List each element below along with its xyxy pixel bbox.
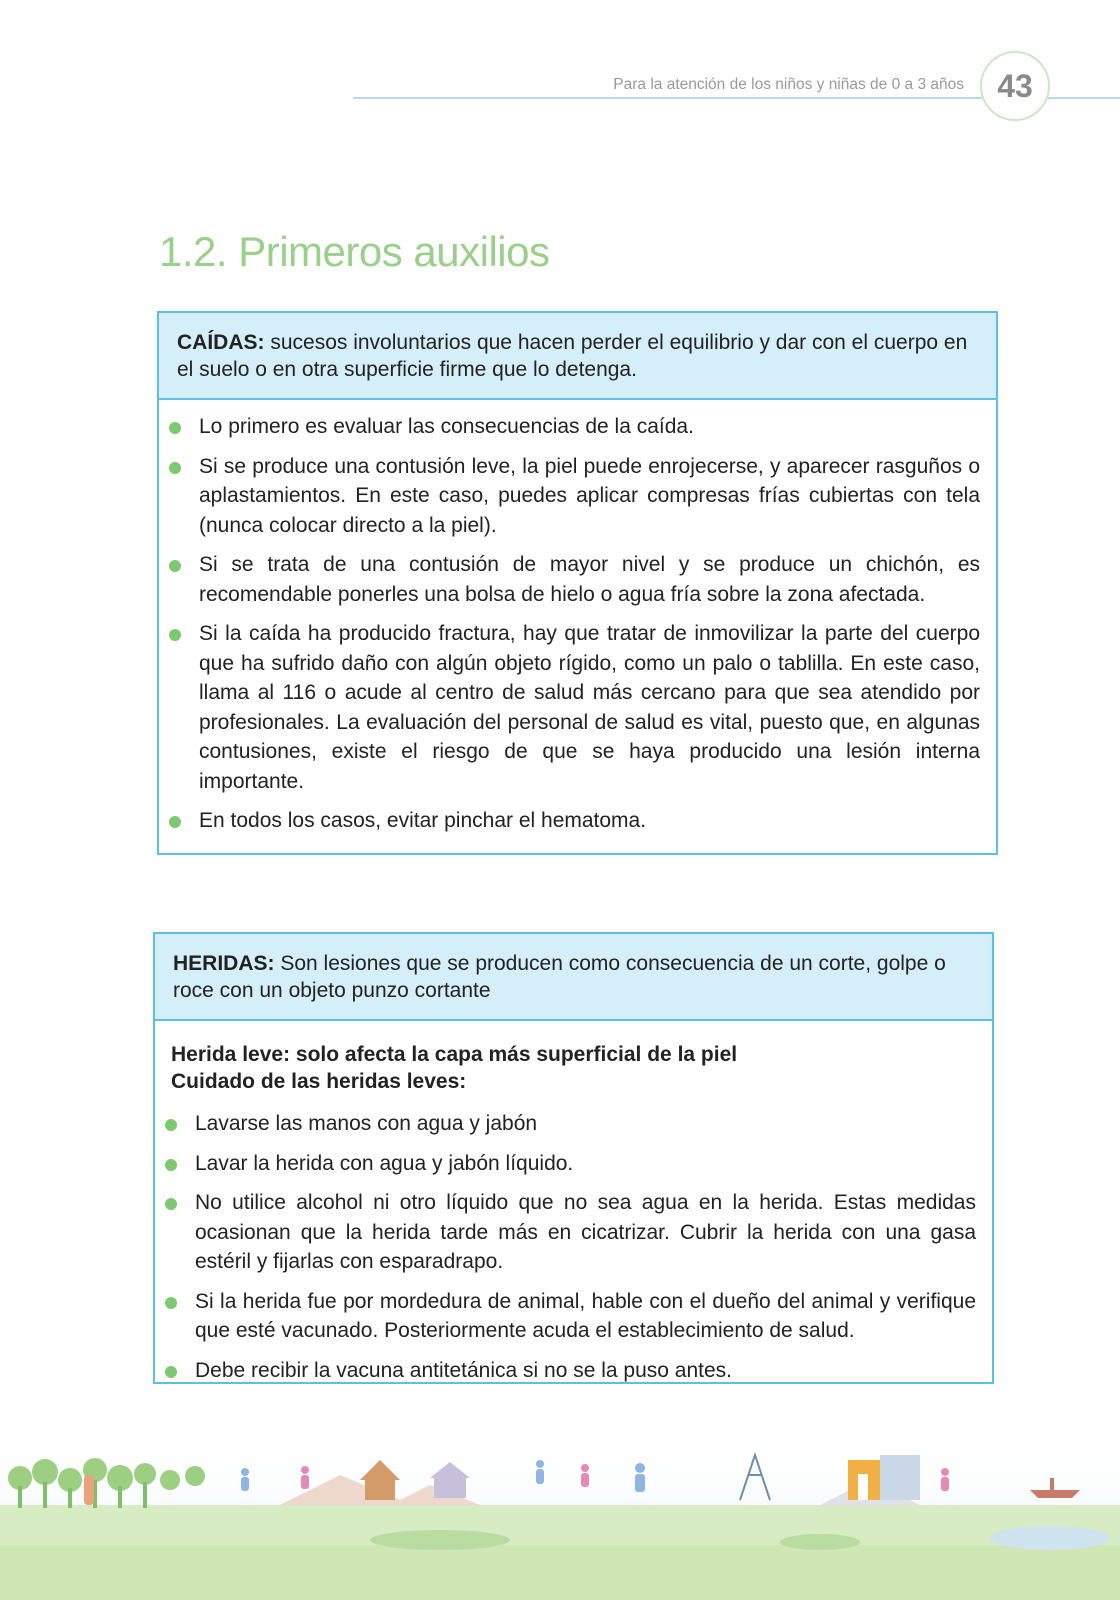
bullet-icon <box>169 816 181 828</box>
caidas-definition <box>159 313 996 400</box>
list-item-text: Lo primero es evaluar las consecuencias de la caída. <box>199 415 694 438</box>
list-item <box>169 452 980 541</box>
heridas-box <box>153 932 994 1384</box>
list-item <box>169 619 980 796</box>
bullet-icon <box>165 1119 177 1131</box>
heridas-body <box>155 1021 992 1405</box>
list-item <box>169 412 980 442</box>
list-item-text: No utilice alcohol ni otro líquido que no sea agua en la herida. Estas medidas ocasionan que la herida tarde más en cicatrizar. Cubrir la herida con una gasa estéril y fijarlas con esparadrapo. <box>195 1191 976 1273</box>
section-title: 1.2. Primeros auxilios <box>159 228 550 276</box>
bullet-icon <box>165 1198 177 1210</box>
list-item-text: Si se produce una contusión leve, la piel puede enrojecerse, y aparecer rasguños o aplastamientos. En este caso, puedes aplicar compresas frías cubiertas con tela (nunca colocar directo a la piel). <box>199 454 980 537</box>
running-title: Para la atención de los niños y niñas de 0 a 3 años <box>613 76 964 93</box>
list-item-text: Debe recibir la vacuna antitetánica si no se la puso antes. <box>195 1358 732 1382</box>
list-item-text: Si la caída ha producido fractura, hay que tratar de inmovilizar la parte del cuerpo que ha sufrido daño con algún objeto rígido, como un palo o tablilla. En este caso, llama al 116 o acude al centro de salud más cercano para que sea atendido por profesionales. La evaluación del personal de salud es vital, puesto que, en algunas contusiones, existe el riesgo de que se haya producido una lesión interna importante. <box>199 622 980 793</box>
heridas-definition <box>155 934 992 1021</box>
list-item-text: Lavar la herida con agua y jabón líquido. <box>195 1151 574 1175</box>
bullet-icon <box>169 462 181 474</box>
page-number: 43 <box>980 51 1050 121</box>
heridas-definition-text: Son lesiones que se producen como consecuencia de un corte, golpe o roce con un objeto punzo cortante <box>173 952 946 1002</box>
heridas-subtitle-cuidado: Cuidado de las heridas leves: <box>171 1070 467 1093</box>
bullet-icon <box>165 1297 177 1309</box>
heridas-subtitle-leve: Herida leve: solo afecta la capa más superficial de la piel <box>171 1043 738 1066</box>
list-item-text: Si la herida fue por mordedura de animal, hable con el dueño del animal y verifique que esté vacunado. Posteriormente acuda el establecimiento de salud. <box>195 1289 976 1342</box>
list-item <box>165 1287 976 1346</box>
heridas-list <box>165 1109 976 1385</box>
caidas-definition-text: sucesos involuntarios que hacen perder el equilibrio y dar con el cuerpo en el suelo o en otra superficie firme que lo detenga. <box>177 331 968 381</box>
list-item-text: Lavarse las manos con agua y jabón <box>195 1112 538 1135</box>
heridas-term: HERIDAS: <box>173 952 275 975</box>
bullet-icon <box>165 1159 177 1171</box>
list-item-text: Si se trata de una contusión de mayor nivel y se produce un chichón, es recomendable ponerles una bolsa de hielo o agua fría sobre la zona afectada. <box>199 553 980 606</box>
caidas-list <box>169 412 980 836</box>
caidas-body <box>159 400 996 856</box>
bullet-icon <box>169 629 181 641</box>
list-item-text: En todos los casos, evitar pinchar el hematoma. <box>199 809 647 832</box>
list-item <box>169 806 980 836</box>
footer-landscape-illustration <box>0 1450 1120 1600</box>
bullet-icon <box>169 560 181 572</box>
list-item <box>169 550 980 609</box>
caidas-box <box>157 311 998 855</box>
bullet-icon <box>169 422 181 434</box>
list-item <box>165 1109 976 1139</box>
list-item <box>165 1356 976 1386</box>
bullet-icon <box>165 1366 177 1378</box>
list-item <box>165 1149 976 1179</box>
caidas-term: CAÍDAS: <box>177 331 265 354</box>
list-item <box>165 1188 976 1277</box>
